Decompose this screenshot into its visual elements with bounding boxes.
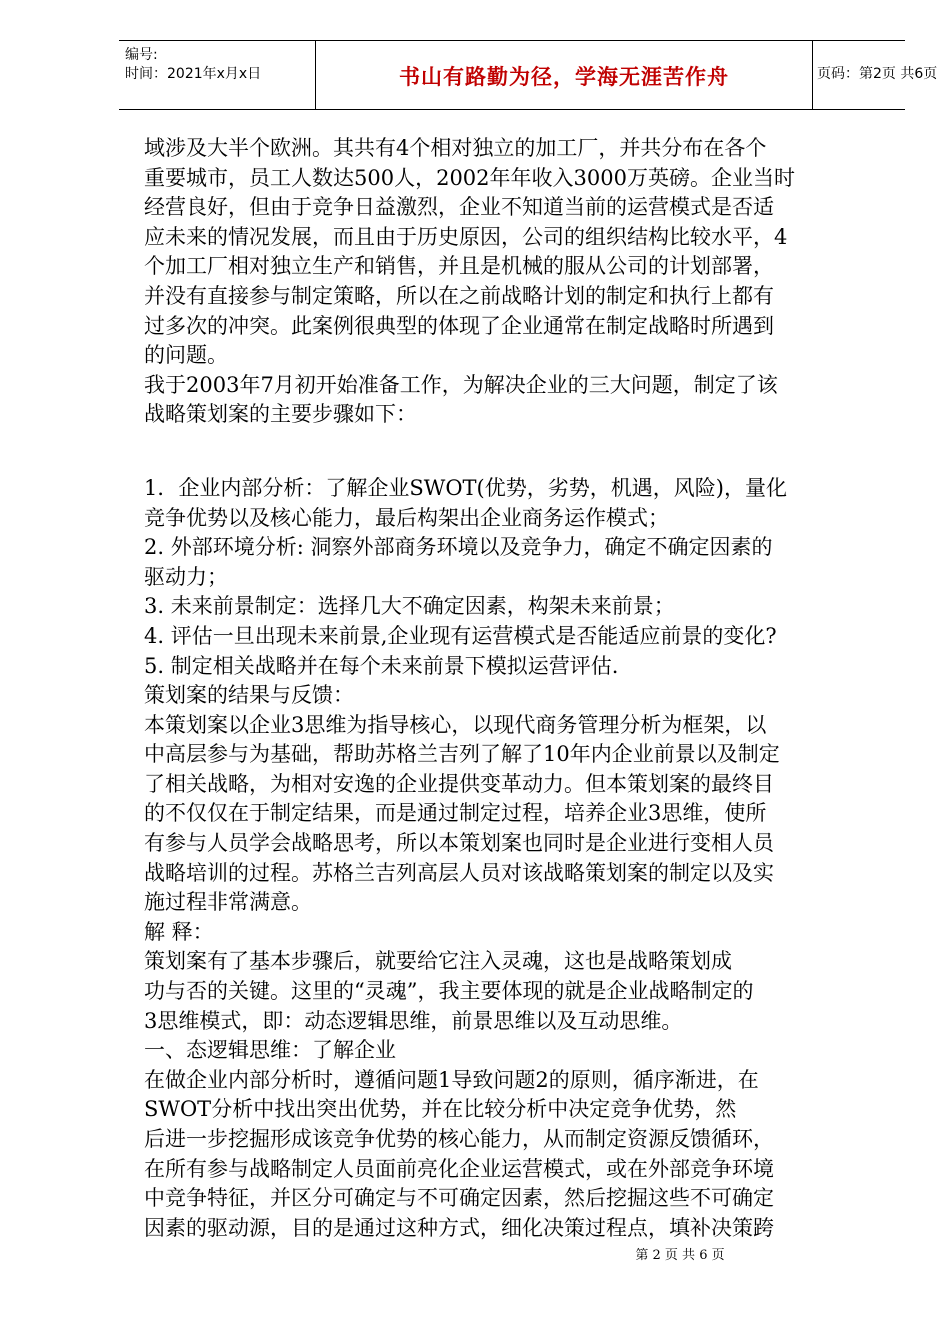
text-line: 过多次的冲突。此案例很典型的体现了企业通常在制定战略时所遇到 xyxy=(144,313,774,338)
header-motto-cell xyxy=(315,41,813,109)
text-line: 战略培训的过程。苏格兰吉列高层人员对该战略策划案的制定以及实 xyxy=(144,860,774,885)
text-line: 2. 外部环境分析: 洞察外部商务环境以及竞争力，确定不确定因素的 xyxy=(144,535,773,560)
text-line: 重要城市，员工人数达500人，2002年年收入3000万英磅。企业当时 xyxy=(144,165,795,190)
blank-spacer xyxy=(144,430,884,474)
text-line: 在做企业内部分析时，遵循问题1导致问题2的原则，循序渐进，在 xyxy=(144,1067,759,1092)
text-line: 经营良好，但由于竞争日益激烈，企业不知道当前的运营模式是否适 xyxy=(144,195,774,220)
text-line: 策划案的结果与反馈： xyxy=(144,683,354,708)
text-line: 3思维模式，即：动态逻辑思维，前景思维以及互动思维。 xyxy=(144,1008,683,1033)
text-line: 解 释： xyxy=(144,919,214,944)
text-line: 施过程非常满意。 xyxy=(144,890,312,915)
text-line: 3. 未来前景制定：选择几大不确定因素，构架未来前景； xyxy=(144,594,675,619)
text-line: 了相关战略，为相对安逸的企业提供变革动力。但本策划案的最终目 xyxy=(144,771,774,796)
text-line: 一、态逻辑思维：了解企业 xyxy=(144,1038,396,1063)
page-header xyxy=(119,40,938,110)
document-body xyxy=(144,134,884,1243)
text-line: 的问题。 xyxy=(144,343,228,368)
text-line: 个加工厂相对独立生产和销售，并且是机械的服从公司的计划部署， xyxy=(144,254,774,279)
text-line: 战略策划案的主要步骤如下： xyxy=(144,402,417,427)
document-number-label: 编号: xyxy=(125,47,158,63)
text-line: 因素的驱动源，目的是通过这种方式，细化决策过程点，填补决策跨 xyxy=(144,1215,774,1240)
text-line: 在所有参与战略制定人员面前亮化企业运营模式，或在外部竞争环境 xyxy=(144,1156,774,1181)
header-page-cell xyxy=(811,41,938,109)
page-footer: 第 2 页 共 6 页 xyxy=(635,1248,725,1263)
document-time-label: 时间：2021年x月x日 xyxy=(125,66,262,82)
text-line: 策划案有了基本步骤后，就要给它注入灵魂，这也是战略策划成 xyxy=(144,949,732,974)
body-block-2 xyxy=(144,474,884,1243)
header-motto: 书山有路勤为径，学海无涯苦作舟 xyxy=(399,65,729,89)
text-line: 的不仅仅在于制定结果，而是通过制定过程，培养企业3思维，使所 xyxy=(144,801,767,826)
text-line: 1．企业内部分析：了解企业SWOT(优势，劣势，机遇，风险)，量化 xyxy=(144,475,787,500)
text-line: 竞争优势以及核心能力，最后构架出企业商务运作模式； xyxy=(144,505,669,530)
body-block-1 xyxy=(144,134,884,430)
text-line: SWOT分析中找出突出优势，并在比较分析中决定竞争优势，然 xyxy=(144,1097,737,1122)
text-line: 本策划案以企业3思维为指导核心，以现代商务管理分析为框架，以 xyxy=(144,712,767,737)
text-line: 4. 评估一旦出现未来前景,企业现有运营模式是否能适应前景的变化? xyxy=(144,623,777,648)
text-line: 功与否的关键。这里的“灵魂”，我主要体现的就是企业战略制定的 xyxy=(144,979,754,1004)
text-line: 中高层参与为基础，帮助苏格兰吉列了解了10年内企业前景以及制定 xyxy=(144,742,780,767)
text-line: 我于2003年7月初开始准备工作，为解决企业的三大问题，制定了该 xyxy=(144,372,778,397)
header-meta-cell xyxy=(119,41,315,109)
header-page-number: 页码：第2页 共6页 xyxy=(817,66,938,82)
text-line: 应未来的情况发展，而且由于历史原因，公司的组织结构比较水平，4 xyxy=(144,224,788,249)
text-line: 后进一步挖掘形成该竞争优势的核心能力，从而制定资源反馈循环， xyxy=(144,1127,774,1151)
text-line: 有参与人员学会战略思考，所以本策划案也同时是企业进行变相人员 xyxy=(144,831,774,856)
text-line: 5. 制定相关战略并在每个未来前景下模拟运营评估. xyxy=(144,653,619,678)
text-line: 域涉及大半个欧洲。其共有4个相对独立的加工厂，并共分布在各个 xyxy=(144,136,767,160)
text-line: 并没有直接参与制定策略，所以在之前战略计划的制定和执行上都有 xyxy=(144,283,774,308)
text-line: 驱动力； xyxy=(144,564,228,589)
text-line: 中竞争特征，并区分可确定与不可确定因素，然后挖掘这些不可确定 xyxy=(144,1186,774,1211)
